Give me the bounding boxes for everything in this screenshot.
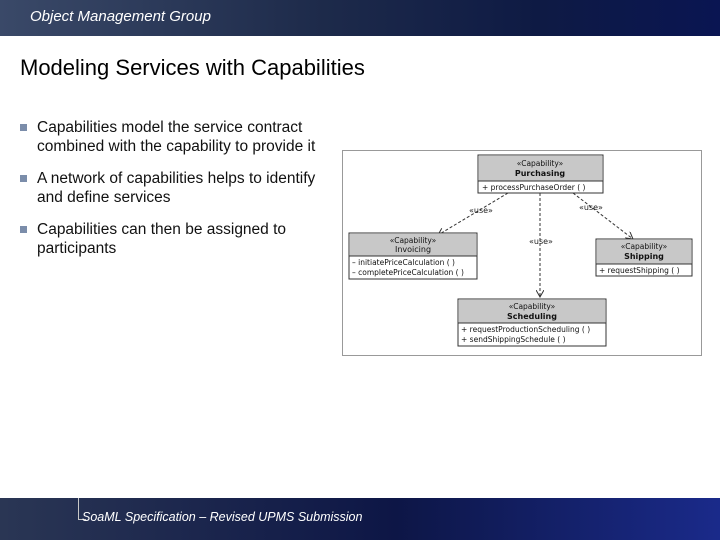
bullet-text: Capabilities can then be assigned to participants	[37, 221, 287, 257]
capability-name: Shipping	[624, 252, 664, 261]
slide-title: Modeling Services with Capabilities	[20, 55, 365, 80]
scheduling-capability-box	[458, 299, 606, 346]
capability-operation: + sendShippingSchedule ( )	[461, 335, 566, 344]
capability-stereotype: «Capability»	[620, 242, 668, 251]
bullet-text: A network of capabilities helps to identify and define services	[37, 170, 316, 206]
bullet-item	[20, 169, 340, 207]
capability-name: Invoicing	[394, 245, 432, 254]
capability-name: Scheduling	[507, 312, 557, 321]
bullet-square-icon	[20, 175, 27, 182]
capability-operation: – completePriceCalculation ( )	[352, 268, 464, 277]
bullet-item	[20, 118, 340, 156]
capability-operation: – initiatePriceCalculation ( )	[352, 258, 455, 267]
use-label: «use»	[469, 206, 493, 215]
capability-diagram	[342, 150, 702, 356]
bullet-list	[20, 118, 340, 271]
bullet-square-icon	[20, 124, 27, 131]
capability-stereotype: «Capability»	[508, 302, 556, 311]
diagram-canvas	[343, 151, 701, 355]
capability-operation: + processPurchaseOrder ( )	[482, 183, 586, 192]
use-label: «use»	[529, 237, 553, 246]
footer-divider	[78, 498, 79, 520]
purchasing-capability-box	[478, 155, 603, 193]
footer-bar	[0, 498, 720, 540]
invoicing-capability-box	[349, 233, 477, 279]
footer-text: SoaML Specification – Revised UPMS Submission	[82, 510, 363, 524]
shipping-capability-box	[596, 239, 692, 276]
organization-name: Object Management Group	[30, 8, 211, 25]
bullet-item	[20, 220, 340, 258]
capability-stereotype: «Capability»	[516, 159, 564, 168]
bullet-text: Capabilities model the service contract combined with the capability to provide it	[37, 119, 316, 155]
capability-name: Purchasing	[514, 169, 566, 178]
bullet-square-icon	[20, 226, 27, 233]
capability-operation: + requestShipping ( )	[599, 266, 680, 275]
capability-stereotype: «Capability»	[389, 236, 437, 245]
use-label: «use»	[579, 203, 603, 212]
capability-operation: + requestProductionScheduling ( )	[461, 325, 591, 334]
header-bar	[0, 0, 720, 36]
use-dependency-line	[573, 193, 633, 239]
